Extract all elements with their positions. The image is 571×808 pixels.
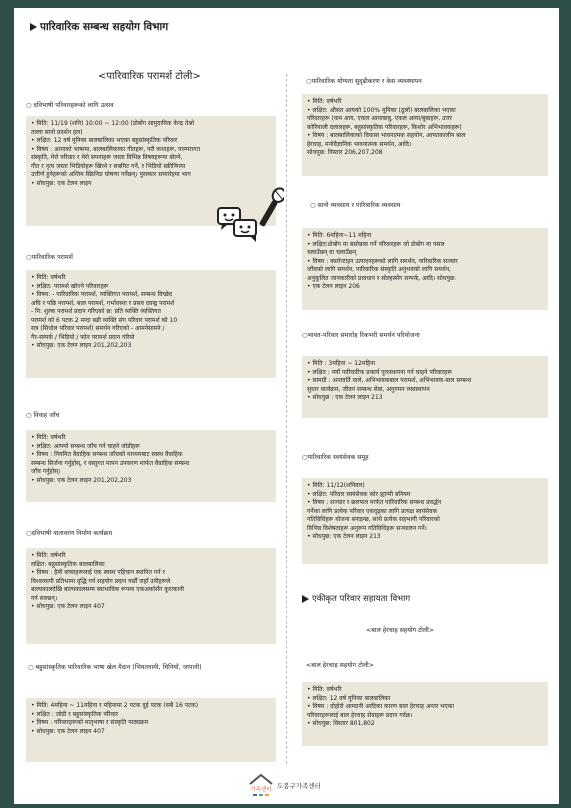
triangle-bullet-icon (30, 23, 37, 31)
line: • विषय : परिवारहरूको मातृभाषा र संस्कृति पाठ्यक्रम (31, 719, 149, 727)
section-box-bilingual-program (26, 548, 276, 644)
section-title-recovery-project: ○भावत-परिवार समारोह रिकभरी समर्थन परियोजना (302, 332, 420, 339)
line: • सोधपुछ: एक टेलन लाइन 213 (307, 533, 381, 541)
section-box-marriage-check (26, 430, 276, 502)
line: सत्र (सिधोल परिवार परामर्श) समर्थन गरिएको - आमनेसामने / (31, 325, 165, 333)
childcare-team-title: <बाल हेरचाह सहयोग टोली> (366, 627, 435, 634)
column-divider (286, 74, 287, 764)
department-title-text: पारिवारिक सम्बन्ध सहयोग विभाग (40, 21, 169, 33)
line: • सोधपुछ: एक टेलन लाइन 201,202,203 (31, 476, 132, 484)
line: • लक्षित: 12 वर्ष मुनिका बालबालिका भएका बहुसांस्कृतिक परिवार (31, 137, 178, 145)
line: • लक्षित: औसत आयको 100% मुनिका (ठूलो) बालबालिका भएका (307, 106, 456, 114)
section-box-family-counseling (26, 270, 276, 378)
line: • मिति: 4महिना ~ 11महिना र महिनामा 2 पटक दुई पटक (सबै 16 पटक) (31, 702, 199, 709)
page (14, 8, 559, 804)
line: चलाउँछन् वा चलाउँछन् (307, 249, 357, 257)
section-box-small-business (302, 228, 548, 310)
integrated-department-title (302, 593, 410, 604)
line: • लक्षित: 12 वर्ष मुनिका बालबालिका (307, 694, 391, 702)
section-title-small-business: ○ सानो व्यवसाय र पारिवारिक व्यवसाय (310, 202, 401, 209)
line: परिवारहरूलाई बाल हेरचाह सेवाहरू प्रदान गर्दछ। (307, 711, 413, 719)
triangle-bullet-icon (302, 595, 309, 603)
house-logo-icon (248, 772, 274, 798)
line: • मिति: 11/12(शनिवार) (307, 482, 365, 489)
line: • लक्षित : जोडी र बहुसांस्कृतिक परिवार (31, 710, 119, 718)
line: उत्तीर्ण हुनेहरूको अन्तिम स्क्रिनिङ घोषणा गर्नेछन्। पुरस्कार समारोहमा भाग (31, 171, 191, 179)
line: गर्न सक्छन्। (31, 594, 58, 602)
center-logo-text: 도봉구가족센터 (277, 782, 321, 790)
section-title-case-management: ○पारिवारिक योग्यता सुदृढीकरण र केस व्यवस्थापन (306, 78, 422, 85)
line: • लक्षित: आफ्नो सम्बन्ध जाँच गर्न चाहने जोडीहरू (31, 442, 140, 450)
line: • सामग्री : अन्तवर्ति वाले, अभिभावकबाल परामर्श, अभिभावक-बाल सम्बन्ध (307, 377, 472, 385)
section-title-festival: ○ दविभाषी परिवारहरूको लागि उत्सव (26, 102, 114, 109)
line: • विषय : सञ्चार र छलफल मार्फत पारिवारिक सम्बन्ध प्रवर्द्धन (307, 499, 442, 507)
line: • मिति: वर्षभरि (31, 274, 66, 281)
line: तल्ला सानो प्रदर्शन हल) (31, 128, 83, 136)
section-title-bilingual-program: ○दविभाषी वातावरण निर्माण कार्यक्रम (26, 530, 113, 537)
line: जाँचको लागि समर्थन, पारिवारिक संस्कृति अनुभवको लागि समर्थन, (307, 266, 451, 274)
section-box-childcare (302, 682, 548, 746)
line: लक्षित: बहुसांस्कृतिक बालबालिका (31, 560, 105, 568)
line: • विषय : बालबालिकाको विकास भावनात्मक सहयोग, आपतकालीन बाल (307, 132, 466, 140)
line: विश्वव्यापी प्रतिभामा वृद्धि गर्न सहयोग प्रदान गर्छौं जहाँ उनीहरूले (31, 577, 171, 585)
line: • विषय : हैमी बच्चाहरूलाई एक स्वस्थ पहिचान स्थापित गर्न र (31, 569, 165, 577)
line: • सोधपुछ: एक टेलन लाइन 407 (31, 603, 105, 611)
line: • विषय : दोहोरो आम्दानी आदिका कारण बाल हेरचाह अन्तर भएका (307, 703, 454, 711)
line: • सोधपुछ: एक टेलन लाइन 407 (31, 727, 105, 735)
section-title-volunteer-group: ○पारिवारिक स्वयंसेवक समूह (302, 454, 369, 461)
childcare-sub-title: <बाल हेरचाह सहयोग टोली> (306, 662, 375, 669)
line: सुधार कार्यक्रम, जीवन सम्बन्ध सेवा, अनुगमन व्यवस्थापन (307, 385, 430, 393)
line: • लक्षित:डोबोंग मा बसोबास गर्ने परिवारहरू जो डोबोंग मा पसल (307, 240, 445, 248)
line: • मिति: वर्षभरि (31, 434, 66, 441)
line: कोरियाली दलालहरू, बहुसांस्कृतिक परिवारहरू, किशोर अभिभावकहरू) (307, 123, 462, 131)
integrated-department-title-text: एकीकृत परिवार सहायता विभाग (312, 594, 411, 604)
line: सोधपुछ: विस्तार 206,207,208 (307, 149, 383, 157)
line: • विषय : आमाको भाषामा, बालबालिकाका गीतहरू, परी कथाहरू, परम्परागत (31, 145, 201, 153)
logo-art-text: 가족센터 (250, 787, 272, 793)
line: - नि: शुल्क परामर्श प्रदान गरिएको छ: प्रति व्यक्ति व्यक्तिगत (31, 308, 161, 316)
line: गतिविधिहरू योजना बनाइन्छ, साथै प्रत्येक सहभागी परिवारको (307, 516, 440, 524)
center-logo (248, 772, 338, 798)
line: • मिति : 3महिना ~ 12महिना (307, 360, 376, 367)
line: गीत र नृत्य जस्ता भिडियोहरू खिच्ने र सबमिट गर्ने, र भिडियो स्क्रीनिंगमा (31, 162, 186, 170)
line: • मिति: वर्षभरि (307, 686, 342, 693)
section-title-family-counseling: ○पारिवारिक परामर्श (26, 254, 73, 261)
line: • सोधपुछ: विस्तार 801,802 (307, 720, 375, 728)
line: • लक्षित: परामर्श खोज्ने परिवारहरू (31, 282, 109, 290)
line: • मिति: 11/19 (शनि) 10:00 ~ 12:00 (डोबोंग सामुदायिक केन्द्र तेश्रो (31, 120, 195, 127)
line: • सोधपुछ : एक टेलन लाइन 213 (307, 394, 383, 402)
line: • विषय: - पारिवारिक परामर्श, व्यक्तिगत परामर्श, सम्बन्ध विच्छेद (31, 291, 173, 299)
line: • मिति: वर्षभरि (31, 552, 66, 559)
line: बाल्यकालदेखि बाल्यकालसम्म स्वाभाविक रूपमा एकअर्कासँग कुराकानी (31, 586, 184, 594)
line: • सोधपुछ: एक टेलन लाइन (31, 179, 92, 187)
line: जाँच गर्नुहोस्। (31, 468, 61, 476)
line: • सोधपुछ: एक टेलन लाइन 201,202,203 (31, 342, 132, 350)
line: • मिति: वर्षभरि (307, 98, 342, 105)
section-box-language-playground (26, 698, 276, 762)
line: गैर-सम्पर्क / भिडियो / फोन परामर्श प्रदान गरियो (31, 333, 135, 341)
line: • लक्षित: परिवार स्वयंसेवक कोर ह्याप्पी बनियम (307, 490, 411, 498)
line: गर्नेका लागि प्रत्येक परिवार एकदृढ्का लागि प्रत्यक्ष स्वयंसेवक (307, 507, 438, 515)
line: • विषय : क्वारेन्टाइन उत्पादनहरूको लागि समर्थन, पारिवारिक सञ्चार (307, 257, 458, 265)
line: • एक टेलन लाइन 206 (307, 283, 360, 291)
section-box-recovery-project (302, 356, 548, 418)
team-title: <पारिवारिक परामर्श टोली> (98, 71, 201, 82)
section-title-language-playground: ○ बहुसांस्कृतिक पारिवारिक भाषा खेल मैदान (भियतनामी, चिनियाँ, जापानी) (28, 664, 202, 671)
line: विभिन्न विशेषताहरू अनुरूप गतिविधिहरू सञ्चालन गर्ने। (307, 524, 427, 532)
department-title (30, 20, 168, 34)
microphone-icon (258, 184, 284, 234)
line: सम्बन्ध सिर्जना गर्नुहोस्, र वस्तुगत मापन उपकरण मार्फत वैवाहिक सम्बन्ध (31, 459, 190, 467)
section-title-marriage-check: ○ विवाह जाँच (26, 412, 60, 419)
line: संस्कृति, मेरो परिवार र मेरो सपनाहरू जस्ता विभिन्न विषयहरूमा बोल्ने, (31, 154, 183, 162)
line: अघि र पछि परामर्श, बाल परामर्श, गर्भावस्था र प्रसव दवन्द्व परामर्श (31, 299, 175, 307)
section-box-volunteer-group (302, 478, 548, 564)
line: अनुकूलित जानकारीको प्रावधान र सोल्हस्सेंग सम्पर्क, आदि। सोधपुछ: (307, 274, 457, 282)
section-box-case-management (302, 94, 548, 176)
chat-bubbles-icon (216, 204, 262, 244)
line: • लक्षित : नयाँ पारिवारिक प्रकार्य पुनःस्थापना गर्न चाहने परिवारहरू (307, 368, 453, 376)
line: • मिति: 6महिना~11 महिना (307, 232, 372, 239)
line: हेरचाह, मनोवैज्ञानिक भावनात्मक समर्थन, आदि। (307, 140, 412, 148)
line: परामर्श को 6 पटक 2 मन्दा बढी व्यक्ति संग परिवार परामर्श को 10 (31, 316, 178, 324)
line: परिवारहरू (कम आय, एकल आमाबाबु, एकल आमा/बुबाहरू, उत्तर (307, 115, 452, 123)
line: • विषय : नियमित वैवाहिक सम्बन्ध जाँचको माध्यमबाट स्वस्थ वैवाहिक (31, 451, 183, 459)
